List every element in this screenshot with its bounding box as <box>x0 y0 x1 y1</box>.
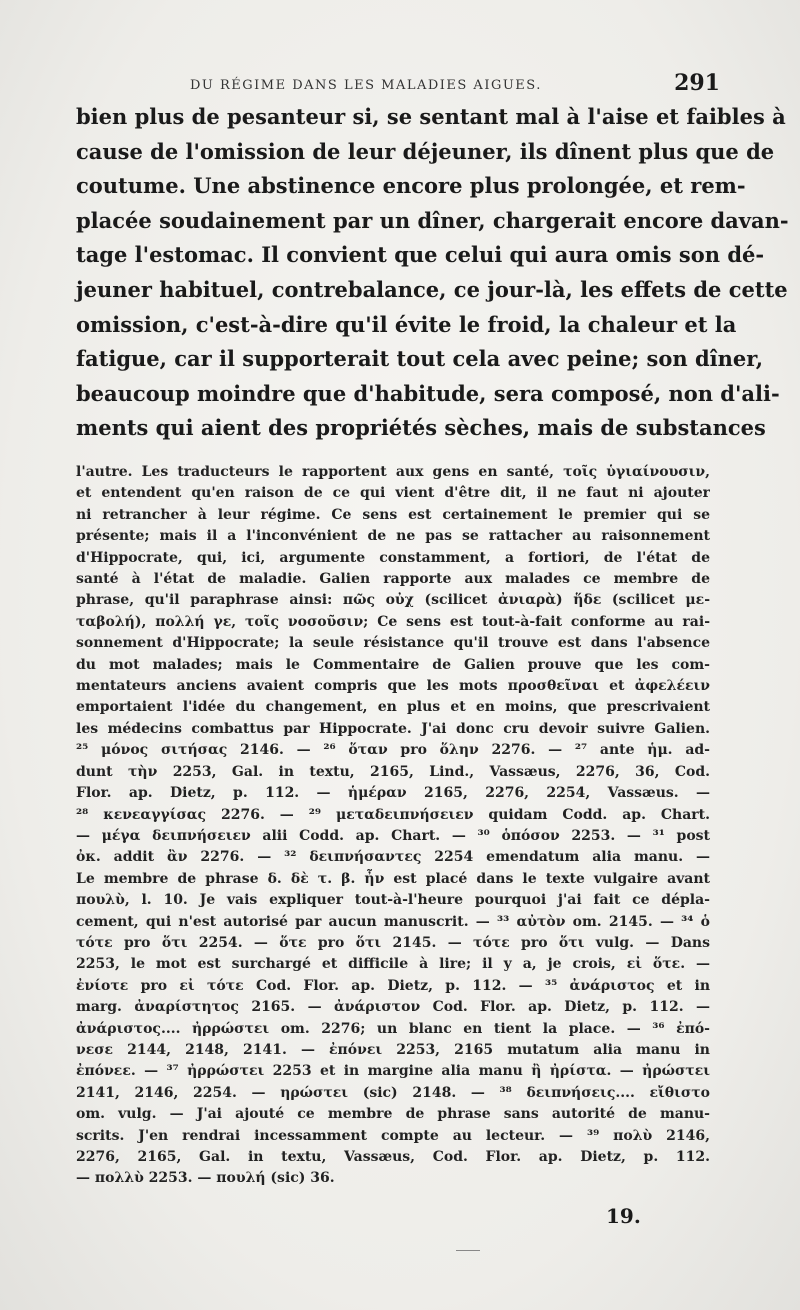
footnote-line: et entendent qu'en raison de ce qui vient d'être dit, il ne faut ni ajouter <box>76 485 710 502</box>
main-text-line: beaucoup moindre que d'habitude, sera composé, non d'ali- <box>76 380 780 406</box>
footnote-line: santé à l'état de maladie. Galien rapporte aux malades ce membre de <box>76 571 710 588</box>
footnote-line: ni retrancher à leur régime. Ce sens est certainement le premier qui se <box>76 506 710 523</box>
main-text-line: fatigue, car il supporterait tout cela avec peine; son dîner, <box>76 346 764 372</box>
footnote-line: om. vulg. — J'ai ajouté ce membre de phrase sans autorité de manu- <box>76 1106 710 1123</box>
running-head <box>70 70 720 98</box>
running-title: DU RÉGIME DANS LES MALADIES AIGUES. <box>190 78 542 93</box>
footnote-line: τότε pro ὅτι 2254. — ὅτε pro ὅτι 2145. — τότε pro ὅτι vulg. — Dans <box>76 934 710 951</box>
footnote-line: emportaient l'idée du changement, en plus et en moins, que prescrivaient <box>76 699 710 716</box>
signature-mark: 19. <box>606 1204 641 1228</box>
main-text-line: placée soudainement par un dîner, chargerait encore davan- <box>76 207 789 233</box>
main-text-line: coutume. Une abstinence encore plus prolongée, et rem- <box>76 173 746 199</box>
footnotes-block <box>76 462 710 1190</box>
footnote-line: du mot malades; mais le Commentaire de Galien prouve que les com- <box>76 656 710 673</box>
footnote-line: νεσε 2144, 2148, 2141. — ἐπόνει 2253, 2165 mutatum alia manu in <box>76 1041 710 1058</box>
main-text-line: omission, c'est-à-dire qu'il évite le froid, la chaleur et la <box>76 311 737 337</box>
footnote-line: cement, qui n'est autorisé par aucun manuscrit. — ³³ αὐτὸν om. 2145. — ³⁴ ὁ <box>76 913 710 930</box>
footnote-line: ²⁵ μόνος σιτήσας 2146. — ²⁶ ὅταν pro ὅλην 2276. — ²⁷ ante ἡμ. ad- <box>76 742 710 759</box>
footnote-line: ὀκ. addit ἂν 2276. — ³² δειπνήσαντες 2254 emendatum alia manu. — <box>76 849 710 866</box>
footnote-line: — μέγα δειπνήσειεν alii Codd. ap. Chart. — ³⁰ ὁπόσον 2253. — ³¹ post <box>76 827 710 844</box>
footnote-line: πουλὺ, l. 10. Je vais expliquer tout-à-l'heure pourquoi j'ai fait ce dépla- <box>76 892 710 909</box>
main-text-line: cause de l'omission de leur déjeuner, ils dînent plus que de <box>76 138 775 164</box>
bottom-rule <box>456 1250 480 1251</box>
footnote-line: Flor. ap. Dietz, p. 112. — ἡμέραν 2165, 2276, 2254, Vassæus. — <box>76 785 710 802</box>
footnote-line: Le membre de phrase δ. δὲ τ. β. ἦν est placé dans le texte vulgaire avant <box>76 870 710 887</box>
footnote-line: phrase, qu'il paraphrase ainsi: πῶς οὐχ (scilicet ἀνιαρὰ) ἥδε (scilicet με- <box>76 592 710 609</box>
footnote-line: ²⁸ κενεαγγίσας 2276. — ²⁹ μεταδειπνήσειεν quidam Codd. ap. Chart. <box>76 806 710 823</box>
footnote-line: mentateurs anciens avaient compris que les mots προσθεῖναι et ἀφελέειν <box>76 678 710 695</box>
footnote-line: marg. ἀναρίστητος 2165. — ἀνάριστον Cod. Flor. ap. Dietz, p. 112. — <box>76 999 710 1016</box>
main-text-line: tage l'estomac. Il convient que celui qui aura omis son dé- <box>76 242 765 268</box>
footnote-line: 2276, 2165, Gal. in textu, Vassæus, Cod. Flor. ap. Dietz, p. 112. <box>76 1149 710 1165</box>
footnote-line: ἀνάριστος.... ἠρρώστει om. 2276; un blanc en tient la place. — ³⁶ ἐπό- <box>76 1020 710 1037</box>
footnote-line: 2141, 2146, 2254. — ηρώστει (sic) 2148. — ³⁸ δειπνήσεις.... εἴθιστο <box>76 1084 710 1101</box>
footnote-line: présente; mais il a l'inconvénient de ne pas se rattacher au raisonnement <box>76 528 710 545</box>
footnote-line: 2253, le mot est surchargé et difficile à lire; il y a, je crois, εἰ ὅτε. — <box>76 956 710 973</box>
main-text-line: bien plus de pesanteur si, se sentant mal à l'aise et faibles à <box>76 104 786 129</box>
footnote-line: sonnement d'Hippocrate; la seule résistance qu'il trouve est dans l'absence <box>76 635 710 652</box>
page-number: 291 <box>674 70 720 96</box>
footnote-line: ταβολή), πολλή γε, τοῖς νοσοῦσιν; Ce sens est tout-à-fait conforme au rai- <box>76 613 710 630</box>
footnote-line: scrits. J'en rendrai incessamment compte au lecteur. — ³⁹ πολὺ 2146, <box>76 1127 710 1144</box>
main-text-line: jeuner habituel, contrebalance, ce jour-là, les effets de cette <box>76 276 788 302</box>
footnote-line: dunt τὴν 2253, Gal. in textu, 2165, Lind., Vassæus, 2276, 36, Cod. <box>76 763 710 780</box>
footnote-line: ἐνίοτε pro εἰ τότε Cod. Flor. ap. Dietz, p. 112. — ³⁵ ἀνάριστος et in <box>76 977 710 994</box>
main-text-block <box>76 100 789 446</box>
footnote-line: ἐπόνεε. — ³⁷ ἠρρώστει 2253 et in margine alia manu ἢ ἠρίστα. — ἠρώστει <box>76 1063 710 1080</box>
footnote-line: d'Hippocrate, qui, ici, argumente constamment, a fortiori, de l'état de <box>76 549 710 566</box>
footnote-line: — πολλὺ 2253. — πουλή (sic) 36. <box>76 1170 335 1187</box>
footnote-line: l'autre. Les traducteurs le rapportent aux gens en santé, τοῖς ὑγιαίνουσιν, <box>76 464 710 480</box>
footnote-line: les médecins combattus par Hippocrate. J'ai donc cru devoir suivre Galien. <box>76 720 710 737</box>
main-text-line: ments qui aient des propriétés sèches, mais de substances <box>76 415 766 441</box>
